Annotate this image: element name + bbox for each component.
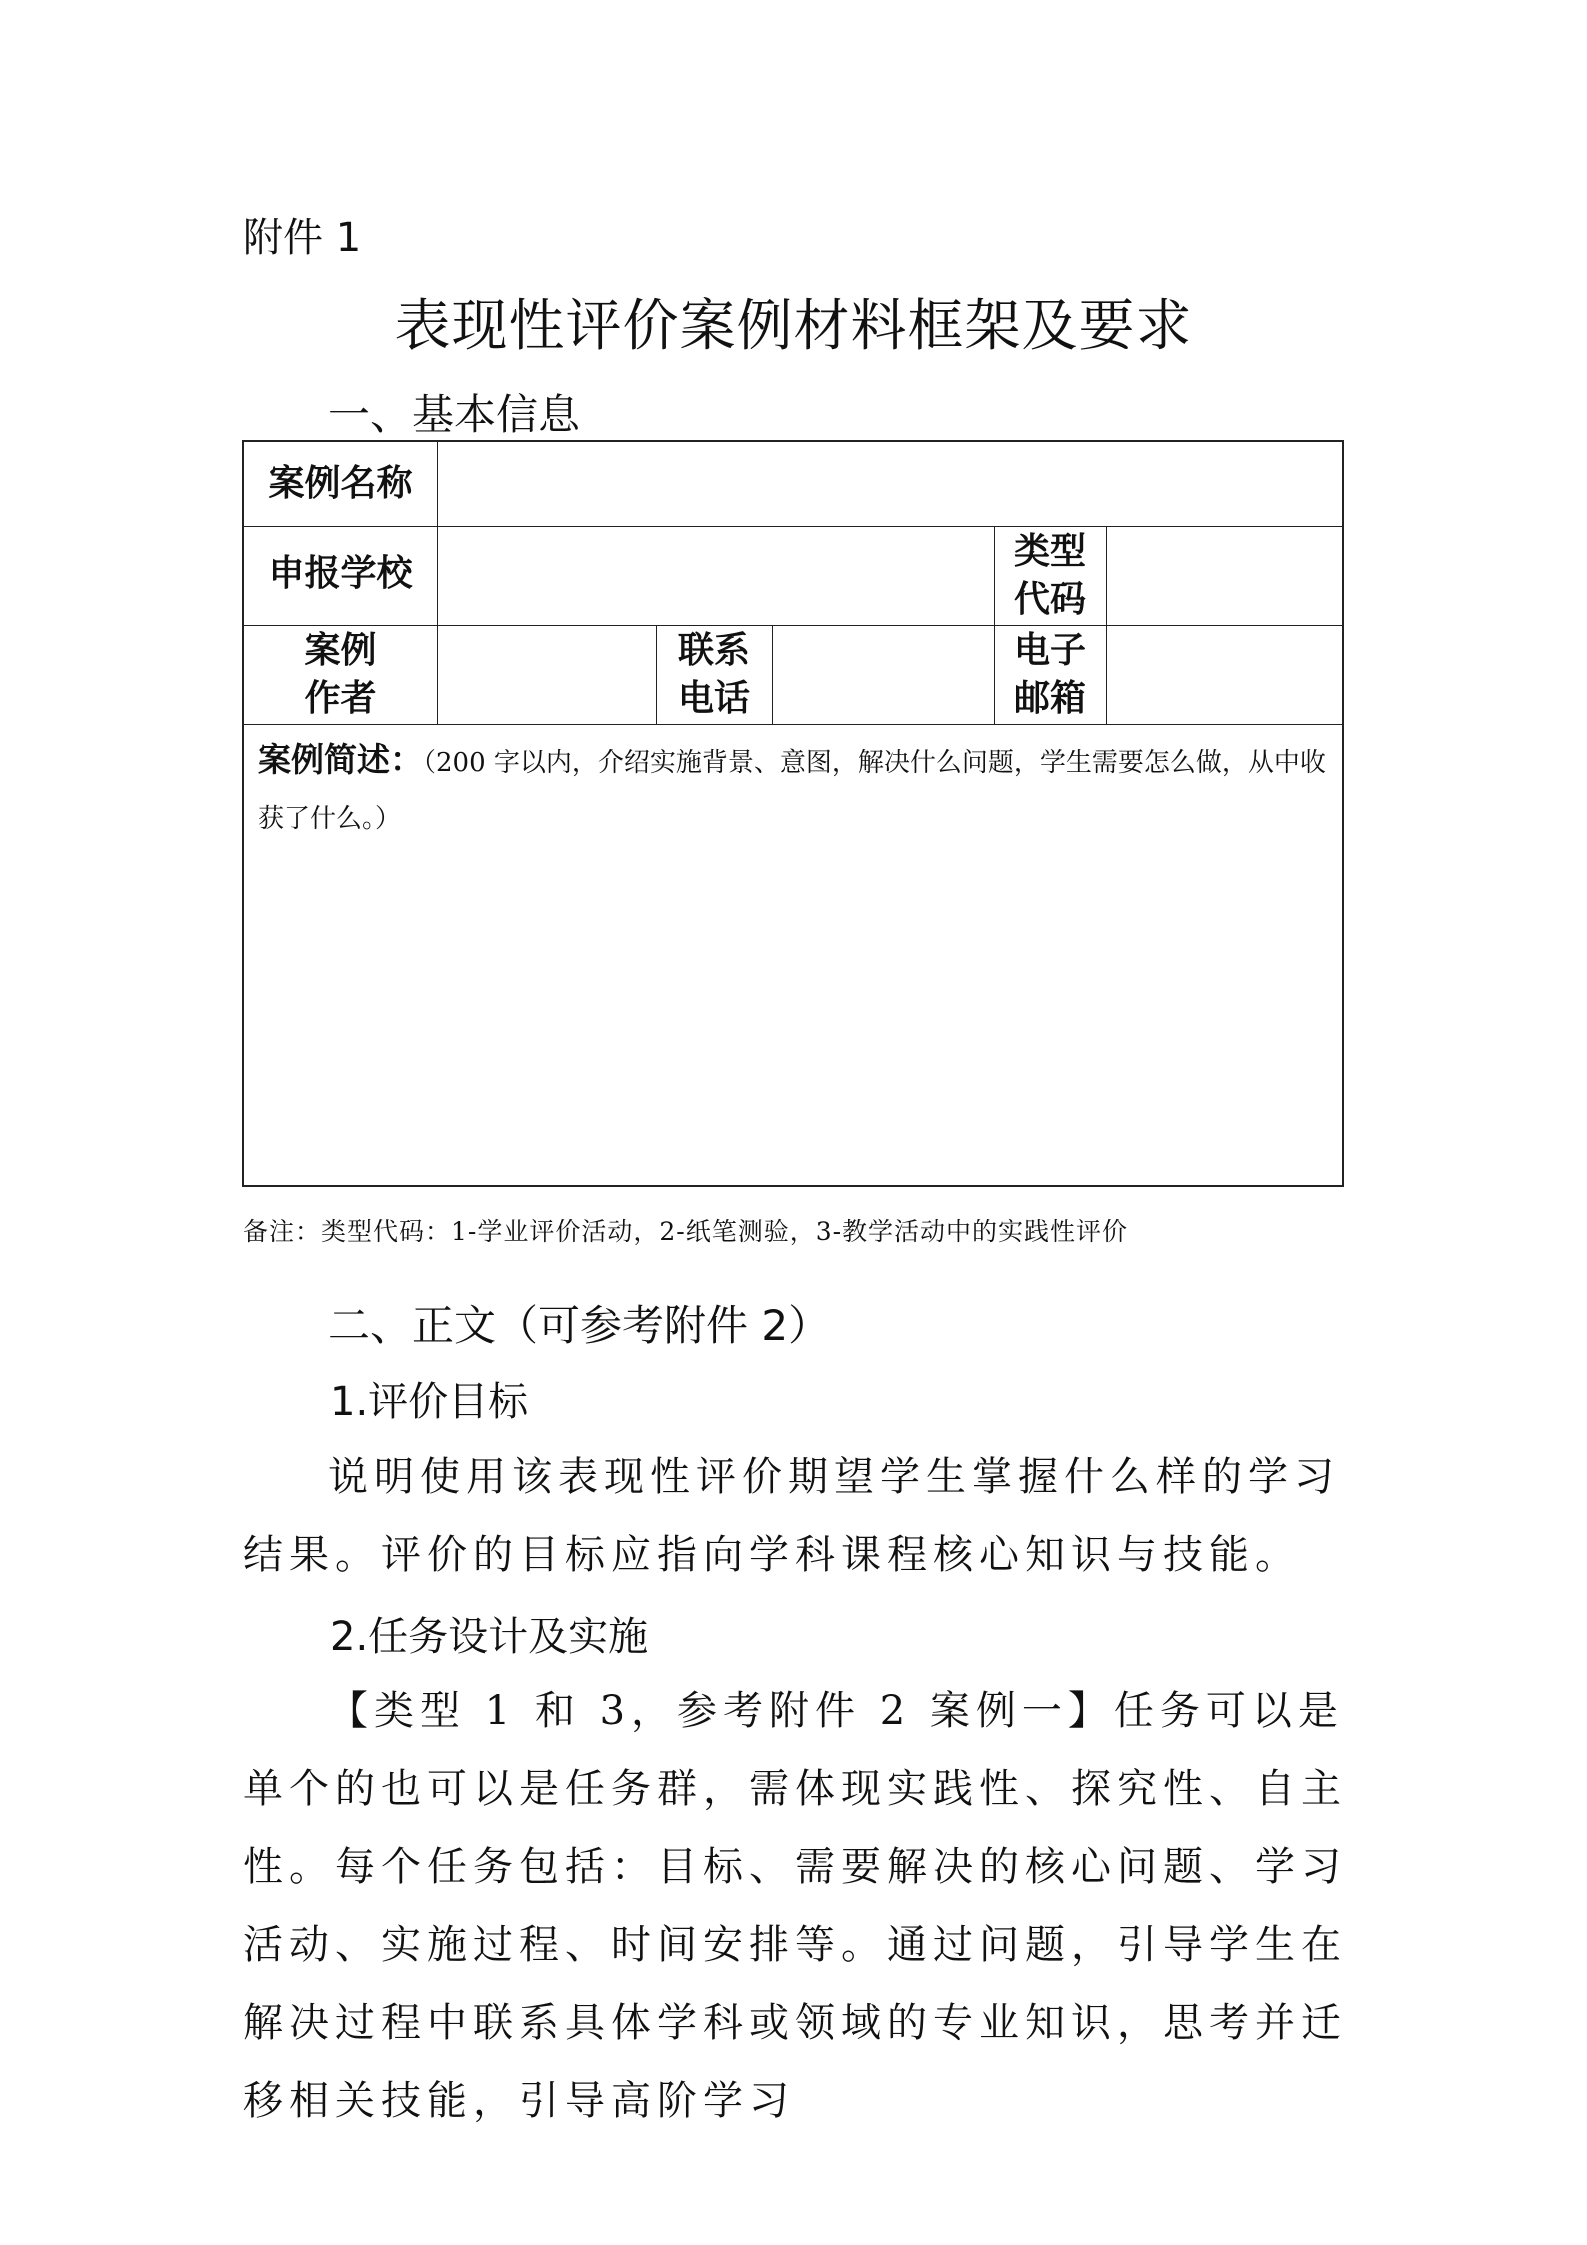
section-heading-main-text: 二、正文（可参考附件 2） <box>328 1301 831 1350</box>
table-rule <box>244 724 1342 725</box>
author-label-line1: 案例 <box>304 630 377 671</box>
case-name-label: 案例名称 <box>268 463 413 504</box>
phone-label-line2: 电话 <box>677 678 750 719</box>
table-rule <box>244 526 1342 527</box>
table-rule <box>772 625 773 724</box>
table-rule <box>437 442 438 724</box>
email-label <box>994 627 1106 723</box>
author-label-line2: 作者 <box>304 678 377 719</box>
phone-label-line1: 联系 <box>677 630 750 671</box>
basic-info-table <box>242 440 1344 1187</box>
type-code-label <box>994 528 1106 624</box>
table-remark: 备注：类型代码：1-学业评价活动，2-纸笔测验，3-教学活动中的实践性评价 <box>243 1217 1129 1246</box>
case-summary-label: 案例简述： <box>258 740 423 779</box>
attachment-label: 附件 1 <box>243 215 362 261</box>
case-summary-cell <box>258 732 1328 847</box>
type-code-label-line1: 类型 <box>1013 531 1086 572</box>
document-title: 表现性评价案例材料框架及要求 <box>394 294 1193 359</box>
case-summary-hint: （200 字以内，介绍实施背景、意图，解决什么问题，学生需要怎么做，从中收获了什么。） <box>258 748 1326 834</box>
phone-label <box>656 627 772 723</box>
paragraph-task-design: 【类型 1 和 3，参考附件 2 案例一】任务可以是单个的也可以是任务群，需体现实践性、探究性、自主性。每个任务包括：目标、需要解决的核心问题、学习活动、实施过程、时间安排等。通过问题，引导学生在解决过程中联系具体学科或领域的专业知识，思考并迁移相关技能，引导高阶学习 <box>243 1688 1347 2124</box>
paragraph-evaluation-goal: 说明使用该表现性评价期望学生掌握什么样的学习结果。评价的目标应指向学科课程核心知识与技能。 <box>243 1454 1340 1578</box>
table-rule <box>1106 526 1107 724</box>
author-label <box>244 627 437 723</box>
email-label-line2: 邮箱 <box>1013 678 1086 719</box>
type-code-label-line2: 代码 <box>1013 579 1086 620</box>
subheading-task-design: 2.任务设计及实施 <box>330 1614 649 1660</box>
subheading-evaluation-goal: 1.评价目标 <box>330 1379 529 1425</box>
table-rule <box>244 625 1342 626</box>
section-heading-basic-info: 一、基本信息 <box>328 390 581 439</box>
school-label: 申报学校 <box>268 553 413 594</box>
email-label-line1: 电子 <box>1013 630 1086 671</box>
